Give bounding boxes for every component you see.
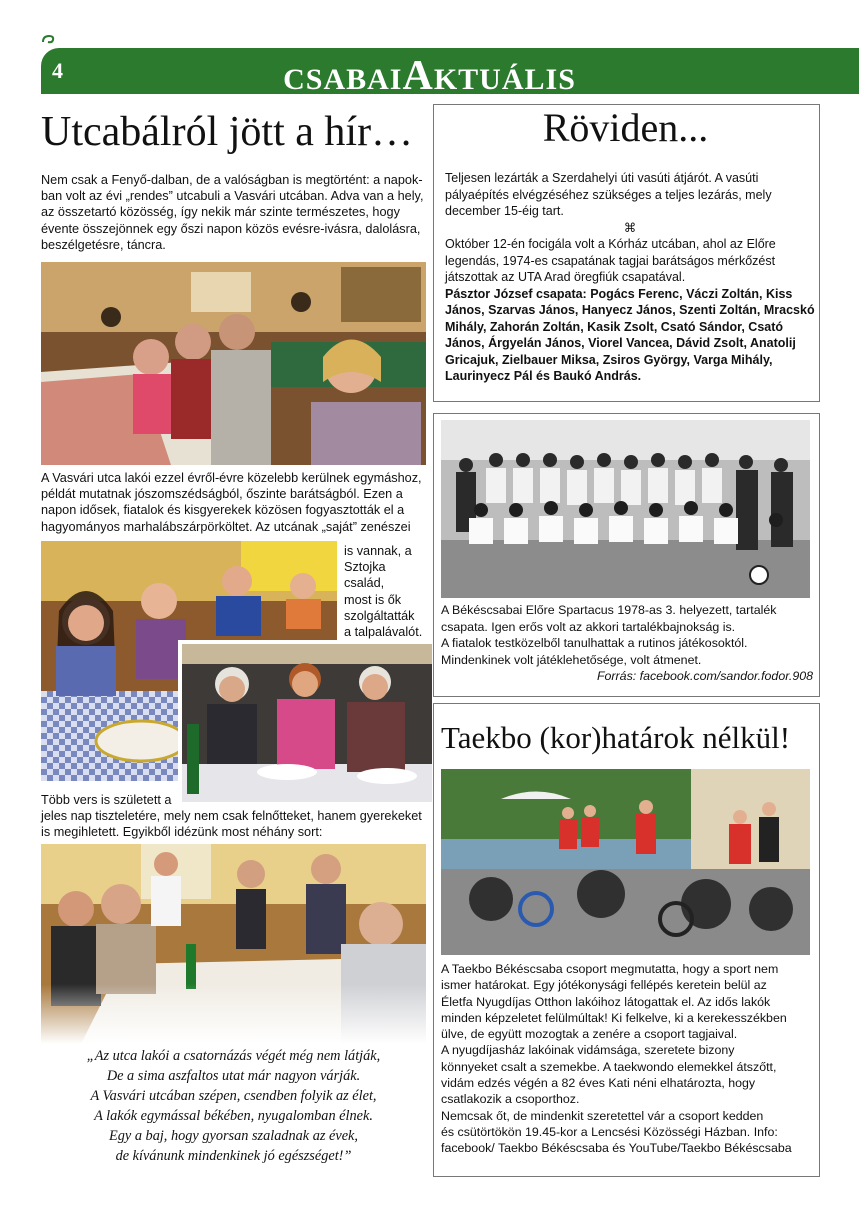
separator-icon: ⌘ [623, 220, 637, 235]
article-paragraph-2: A Vasvári utca lakói ezzel évről-évre közelebb kerülnek egymáshoz, példát mutatnak jószomszédságból, őszinte barátságból. Ezen a napon idősek, fiatalok és kisgyerekek közösen fogyasztották el a hagyományos marhalábszárpörköltet. Az utcának „saját” zenészei [41, 471, 422, 534]
swirl-logo-icon [41, 34, 55, 46]
team-photo-caption: A Békéscsabai Előre Spartacus 1978-as 3. helyezett, tartalék csapata. Igen erős volt az akkori tartalékbajnokság is. A fiatalok testközelből tanulhattak a rutinos játékosoktól. Mindenkinek volt játéklehetősége, volt átmenet. Forrás: facebook.com/sandor.fodor.908 [441, 603, 813, 683]
poem-excerpt: „Az utca lakói a csatornázás végét még nem látják, De a sima aszfaltos utat már nagyon várják. A Vasvári utcában szépen, csendben folyik az élet, A lakók egymással békében, nyugalomban élnek. Egy a baj, hogy gyorsan szaladnak az évek, de kívánunk mindenkinek jó egészséget!” [86, 1048, 381, 1164]
photo-credit: Forrás: facebook.com/sandor.fodor.908 [596, 669, 813, 683]
taekbo-text: A Taekbo Békéscsaba csoport megmutatta, hogy a sport nem ismer határokat. Egy jótékonysági fellépés keretein belül az Életfa Nyugdíjas Otthon lakóihoz látogattak el. Az idős lakók minden képzeletet felülmúltak! Ki felkelve, ki a kerekesszékben ülve, de együtt mozogtak a zenére a csoport tagjaival. A nyugdíjasház lakóinak vidámsága, szeretete bizony könnyeket csalt a szemekbe. A taekwondo elemekkel átszőtt, vidám edzés végén a 82 éves Kati néni elhatározta, hogy csatlakozik a csoporthoz. Nemcsak őt, de mindenkit szeretettel vár a csoport kedden és csütörtökön 19.45-kor a Lencsési Közösségi Házban. Info: facebook/ Taekbo Békéscsaba és YouTube/Taekbo Békéscsaba [441, 962, 792, 1156]
article-title: Utcabálról jött a hír… [41, 109, 414, 155]
taekbo-photo [441, 769, 810, 955]
roviden-text: Teljesen lezárták a Szerdahelyi úti vasúti átjárót. A vasúti pályaépítés elvégzéséhez szükséges a teljes lezárás, mely december 15-éig tart. ⌘ Október 12-én focigála volt a Kórház utcában, ahol az Előre legendás, 1974-es csapatának tagjai barátságos mérkőzést játszottak az UTA Arad öregfiúk csapatával. Pásztor József csapata: Pogács Ferenc, Váczi Zoltán, Kiss János, Szarvas János, Hanyecz János, Szenti Zoltán, Mracskó Mihály, Zahorán Zoltán, Kasik Zsolt, Csató Sándor, Csató János, Árgyelán János, Viorel Vancea, Dávid Zsolt, Anatolij Gricajuk, Zielbauer Miksa, Zsiros György, Varga Mihály, Laurinyecz Pál és Baukó András. [445, 171, 815, 383]
team-photo [441, 420, 810, 598]
elderly-women-photo [178, 640, 432, 802]
street-party-photo-2 [41, 844, 426, 1044]
team-list: Pásztor József csapata: Pogács Ferenc, Váczi Zoltán, Kiss János, Szarvas János, Hanyecz János, Szenti Zoltán, Mracskó Mihály, Zahorán Zoltán, Kasik Zsolt, Csató Sándor, Csató János, Árgyelán János, Viorel Vancea, Dávid Zsolt, Anatolij Gricajuk, Zielbauer Miksa, Zsiros György, Varga Mihály, Laurinyecz Pál és Baukó András. [445, 286, 815, 383]
article-paragraph-3: Több vers is született a jeles nap tiszteletére, mely nem csak felnőtteket, hanem gyerekeket is megihletett. Egyikből idézünk most néhány sort: [41, 793, 422, 840]
roviden-title: Röviden... [542, 105, 709, 150]
article-paragraph-2-wrap: is vannak, a Sztojka család, most is ők szolgáltatták a talpalávalót. [344, 544, 423, 640]
article-intro: Nem csak a Fenyő-dalban, de a valóságban is megtörtént: a napok- ban volt az évi „rendes” utcabuli a Vasvári utcában. Adva van a hely, az összetartó közösség, így nekik már szinte természetes, hogy évente összejönnek egy őszi napon közös evésre-ivásra, dalolásra, beszélgetésre, táncra. [41, 173, 424, 252]
page-number: 4 [52, 58, 63, 83]
magazine-title: CSABAIAKTUÁLIS [283, 53, 576, 99]
taekbo-title: Taekbo (kor)határok nélkül! [441, 720, 791, 755]
street-party-photo [41, 262, 426, 465]
